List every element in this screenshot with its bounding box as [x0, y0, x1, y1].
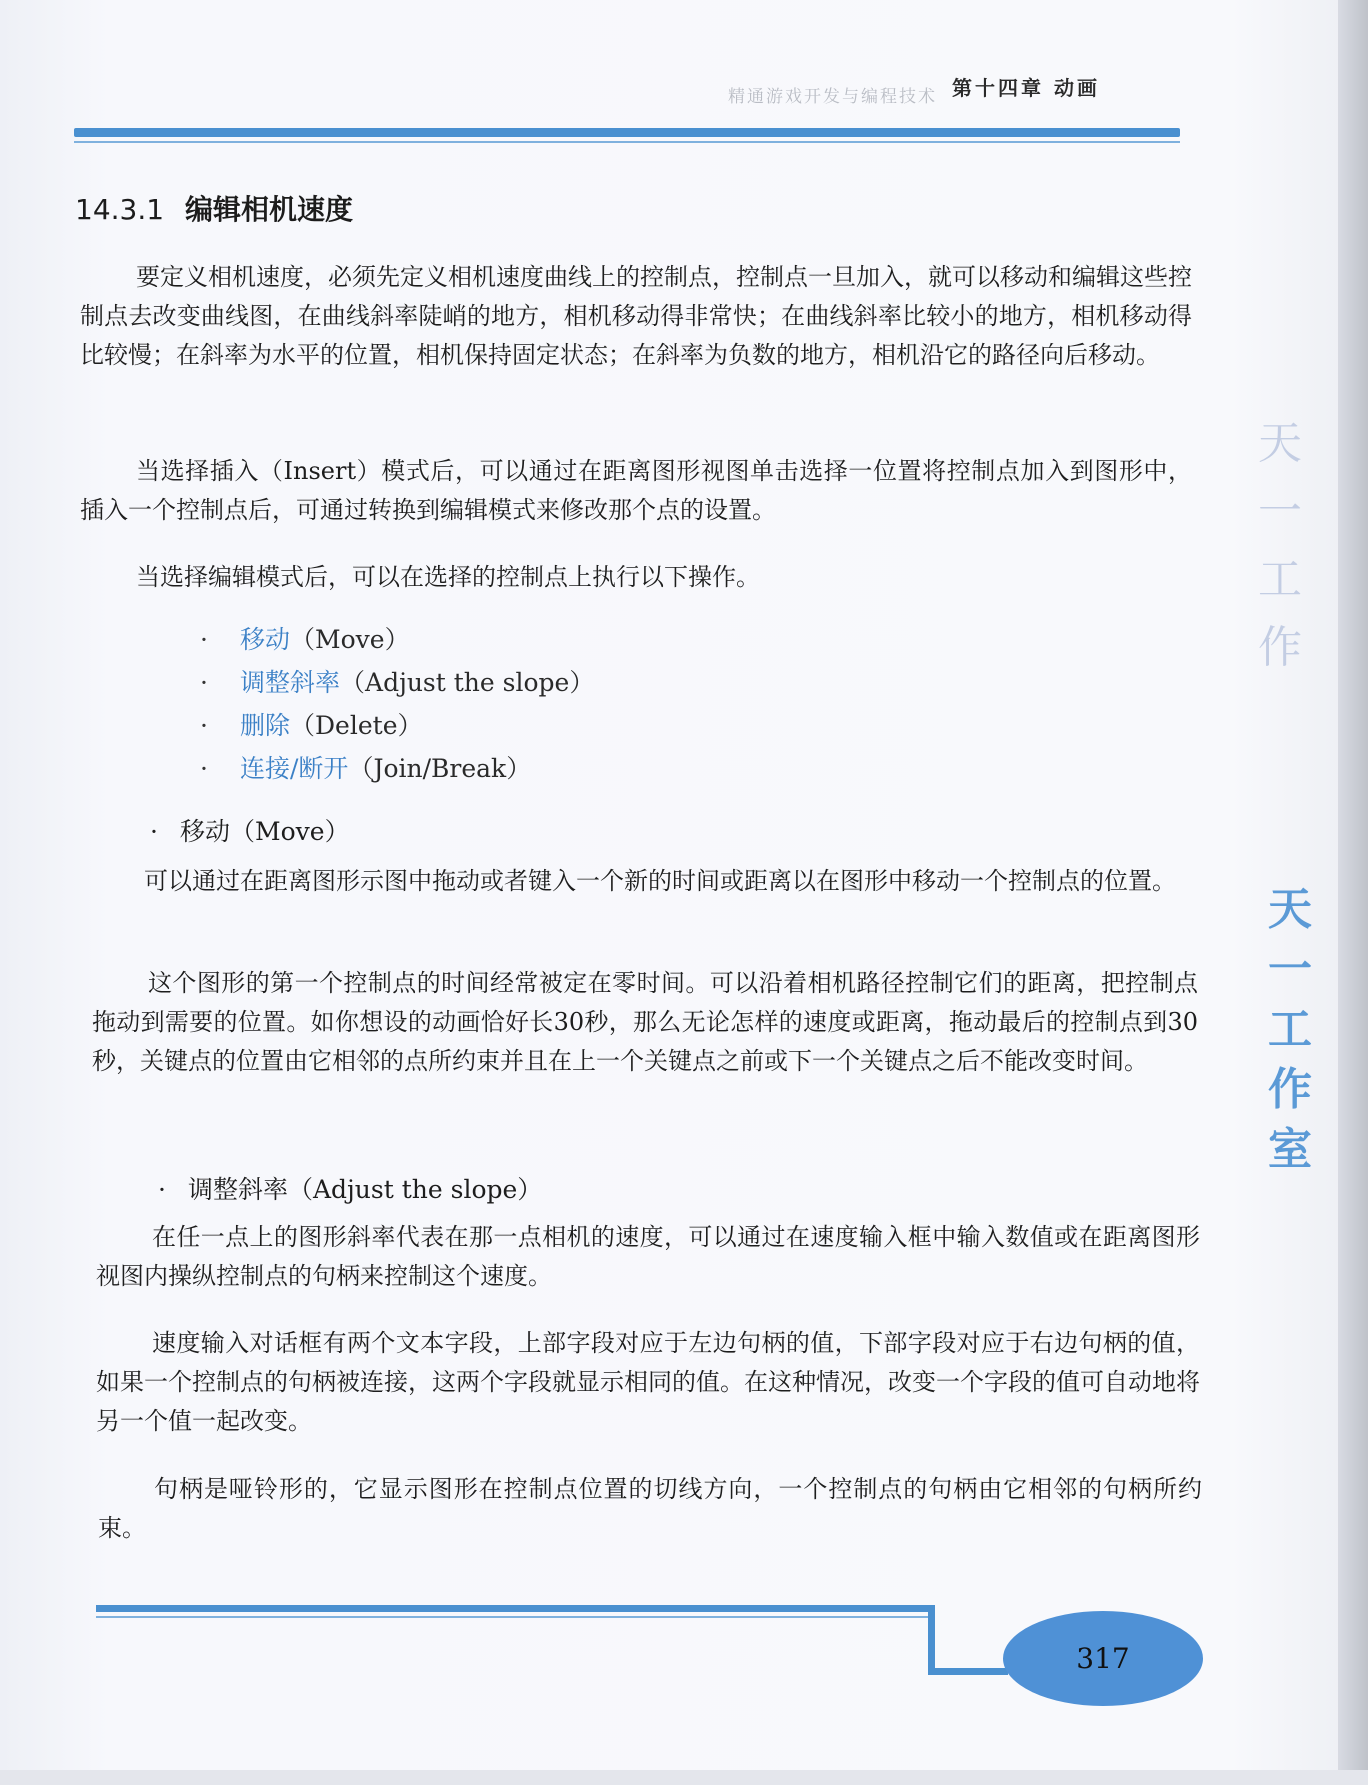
running-head: 第十四章 动画 [952, 76, 1100, 100]
footer-rule-tail [928, 1668, 1008, 1675]
subhead-slope: · 调整斜率（Adjust the slope） [158, 1175, 543, 1204]
side-decoration: 天 一 工 作 室 [1268, 884, 1312, 1175]
subhead-move: · 移动（Move） [150, 817, 350, 846]
paragraph-first-point: 这个图形的第一个控制点的时间经常被定在零时间。可以沿着相机路径控制它们的距离，把控制点拖动到需要的位置。如你想设的动画恰好长30秒，那么无论怎样的速度或距离，拖动最后的控制点到30秒，关键点的位置由它相邻的点所约束并且在上一个关键点之前或下一个关键点之后不能改变时间。 [92, 969, 1198, 1075]
operations-list [200, 618, 594, 790]
paragraph-move: 可以通过在距离图形示图中拖动或者键入一个新的时间或距离以在图形中移动一个控制点的位置。 [144, 867, 1176, 895]
page-number: 317 [1076, 1642, 1130, 1675]
footer-rule-drop [928, 1605, 935, 1675]
footer-rule-thin [96, 1616, 928, 1618]
header-rule [74, 128, 1180, 137]
list-item: · 删除（Delete） [200, 711, 423, 740]
paragraph-edit-mode: 当选择编辑模式后，可以在选择的控制点上执行以下操作。 [136, 563, 760, 591]
page-edge [1338, 0, 1368, 1785]
list-item: · 移动（Move） [200, 625, 410, 654]
paragraph-speed-dialog: 速度输入对话框有两个文本字段，上部字段对应于左边句柄的值，下部字段对应于右边句柄的值，如果一个控制点的句柄被连接，这两个字段就显示相同的值。在这种情况，改变一个字段的值可自动地将另一个值一起改变。 [96, 1329, 1200, 1435]
list-item: · 连接/断开（Join/Break） [200, 754, 532, 783]
side-decoration-bleed: 天 一 工 作 [1258, 418, 1302, 673]
paragraph-intro: 要定义相机速度，必须先定义相机速度曲线上的控制点，控制点一旦加入，就可以移动和编辑这些控制点去改变曲线图，在曲线斜率陡峭的地方，相机移动得非常快；在曲线斜率比较小的地方，相机移动得比较慢；在斜率为水平的位置，相机保持固定状态；在斜率为负数的地方，相机沿它的路径向后移动。 [80, 263, 1192, 369]
operation-adjust-slope: 调整斜率 [240, 668, 341, 697]
section-heading [75, 188, 353, 228]
paragraph-insert-mode: 当选择插入（Insert）模式后，可以通过在距离图形视图单击选择一位置将控制点加入到图形中，插入一个控制点后，可通过转换到编辑模式来修改那个点的设置。 [80, 457, 1192, 524]
footer-rule [96, 1605, 934, 1612]
list-item: · 调整斜率（Adjust the slope） [200, 668, 595, 697]
operation-move: 移动 [240, 625, 291, 654]
header-rule-thin [74, 141, 1180, 143]
bleed-through-text: 精通游戏开发与编程技术 [728, 87, 937, 107]
page-bottom-edge [0, 1770, 1368, 1785]
operation-join-break: 连接/断开 [240, 754, 349, 783]
section-title: 编辑相机速度 [185, 193, 354, 226]
paragraph-slope: 在任一点上的图形斜率代表在那一点相机的速度，可以通过在速度输入框中输入数值或在距离图形视图内操纵控制点的句柄来控制这个速度。 [96, 1223, 1200, 1290]
paragraph-handles: 句柄是哑铃形的，它显示图形在控制点位置的切线方向，一个控制点的句柄由它相邻的句柄所约束。 [98, 1475, 1202, 1542]
operation-delete: 删除 [240, 711, 291, 740]
section-number: 14.3.1 [75, 193, 165, 226]
